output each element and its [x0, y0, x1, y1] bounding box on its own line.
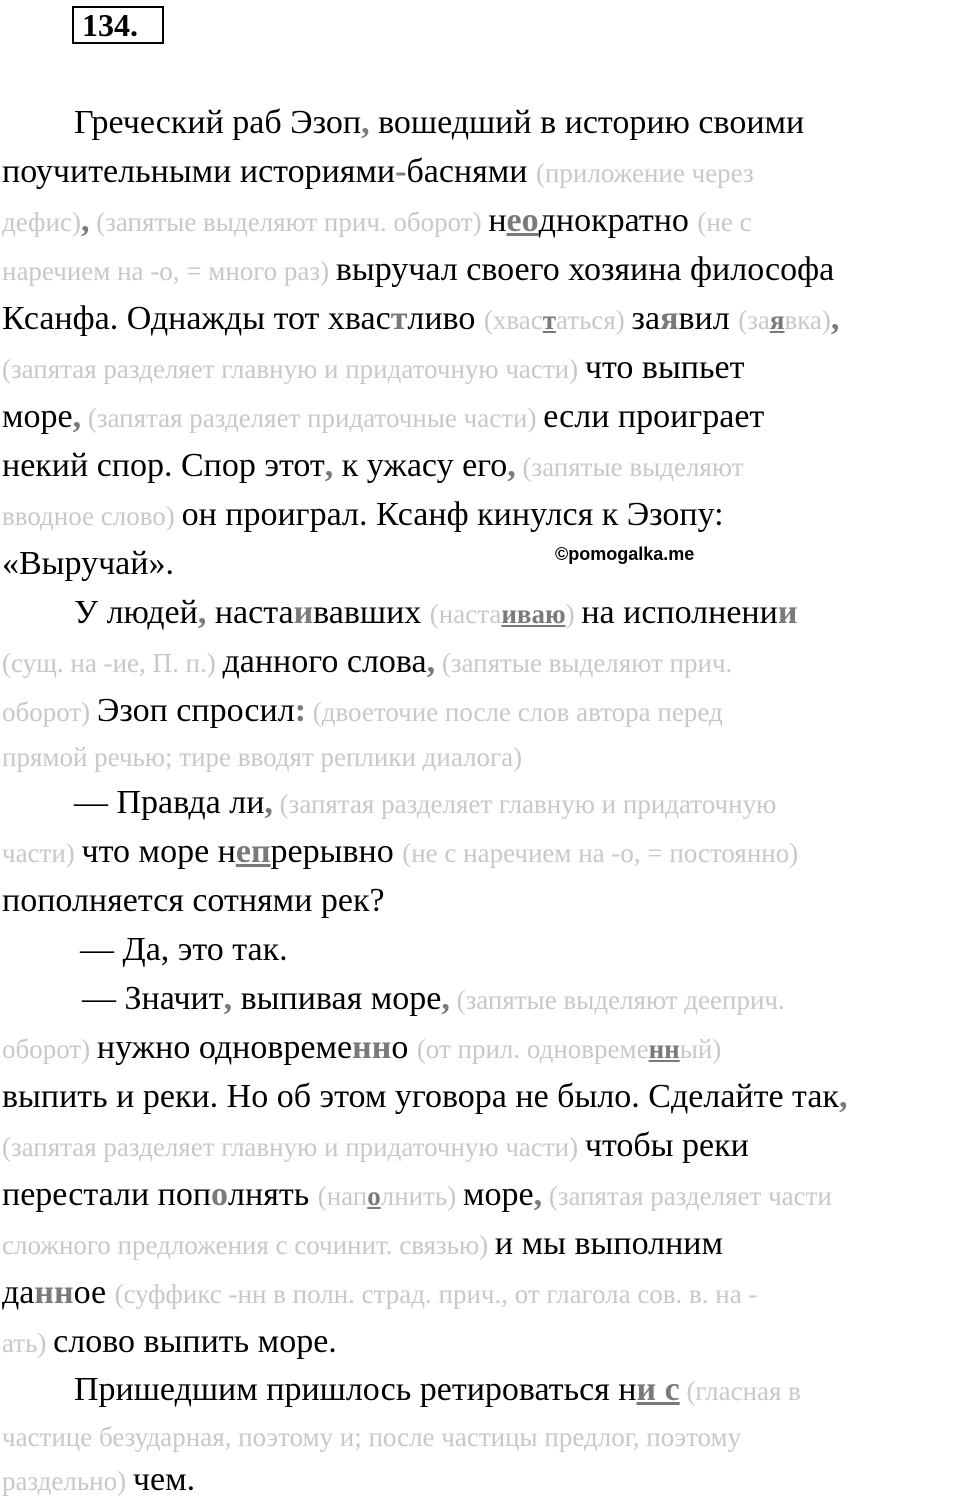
- grammar-comment: раздельно): [2, 1466, 133, 1496]
- text-line: [2, 877, 385, 925]
- text-line: [2, 1024, 721, 1072]
- text-line: [2, 1412, 741, 1460]
- text-line: [2, 638, 732, 686]
- text-line: [74, 1366, 801, 1414]
- grammar-comment: лнить): [380, 1181, 463, 1211]
- text: что море н: [81, 833, 236, 870]
- punctuation-mark: ,: [838, 1078, 848, 1115]
- highlighted-letters: я: [769, 305, 785, 335]
- text: рерывно: [270, 833, 403, 870]
- grammar-comment: (суффикс -нн в полн. страд. прич., от глагола сов. в. на -: [114, 1279, 758, 1309]
- grammar-comment: (наста: [429, 599, 502, 629]
- grammar-comment: (не с наречием на -о, = постоянно): [402, 838, 799, 868]
- text: к ужасу его: [333, 447, 508, 484]
- grammar-comment: (сущ. на -ие, П. п.): [2, 648, 223, 678]
- punctuation-mark: ,: [533, 1176, 543, 1213]
- text: ое: [73, 1274, 115, 1311]
- text-line: [2, 1318, 337, 1366]
- text-line: [2, 197, 752, 245]
- text: и мы выполним: [494, 1225, 723, 1262]
- grammar-comment: (гласная в: [679, 1376, 801, 1406]
- highlighted-letters: я: [660, 300, 679, 337]
- text: слово выпить море.: [53, 1323, 337, 1360]
- text-line: [80, 926, 288, 974]
- text: море: [462, 1176, 534, 1213]
- text: море: [2, 398, 73, 435]
- text: баснями: [406, 153, 536, 190]
- grammar-comment: (нап: [317, 1181, 368, 1211]
- grammar-comment: части): [2, 838, 82, 868]
- grammar-comment: оборот): [2, 697, 97, 727]
- text-line: [82, 975, 785, 1023]
- text: «Выручай».: [2, 545, 174, 582]
- punctuation-mark: ,: [441, 980, 450, 1017]
- grammar-comment: ый): [679, 1034, 722, 1064]
- text-line: [74, 99, 804, 147]
- text: да: [2, 1274, 35, 1311]
- grammar-comment: вка): [784, 305, 831, 335]
- punctuation-mark: ,: [72, 398, 82, 435]
- punctuation-mark: ,: [324, 447, 334, 484]
- grammar-comment: наречием на -о, = много раз): [2, 256, 336, 286]
- punctuation-mark: ,: [426, 643, 436, 680]
- text-line: [2, 828, 798, 876]
- text: н: [488, 202, 507, 239]
- text-line: [74, 589, 797, 637]
- highlighted-letters: и: [293, 594, 314, 631]
- text-line: [2, 148, 754, 196]
- highlighted-letters: о: [211, 1176, 229, 1213]
- text: перестали поп: [2, 1176, 212, 1213]
- highlighted-letters: и: [777, 594, 798, 631]
- grammar-comment: ать): [2, 1328, 54, 1358]
- text-line: [2, 491, 724, 539]
- text: — Да, это так.: [80, 931, 288, 968]
- text-line: [2, 393, 764, 441]
- highlighted-letters: еп: [235, 833, 271, 870]
- grammar-comment: (запятые выделяют: [515, 452, 744, 482]
- highlighted-letters: о: [367, 1181, 381, 1211]
- grammar-comment: (двоеточие после слов автора перед: [306, 697, 723, 727]
- text-line: [2, 295, 839, 343]
- text: о: [391, 1029, 417, 1066]
- highlighted-letters: нн: [34, 1274, 74, 1311]
- punctuation-mark: :: [294, 692, 307, 729]
- text: пополняется сотнями рек?: [2, 882, 385, 919]
- text: вошедший в историю своими: [369, 104, 805, 141]
- text-line: [2, 732, 522, 780]
- punctuation-mark: ,: [361, 104, 370, 141]
- grammar-comment: (хвас: [483, 305, 543, 335]
- grammar-comment: оборот): [2, 1034, 97, 1064]
- text: чтобы реки: [584, 1127, 749, 1164]
- grammar-comment: (запятая разделяет части: [542, 1181, 832, 1211]
- text: выпивая море: [232, 980, 442, 1017]
- text: за: [631, 300, 661, 337]
- text: вил: [678, 300, 739, 337]
- text-line: [2, 344, 744, 392]
- text-line: [2, 1122, 749, 1170]
- grammar-comment: дефис): [2, 207, 81, 237]
- text: что выпьет: [584, 349, 745, 386]
- highlighted-letters: т: [542, 305, 556, 335]
- grammar-comment: (от прил. одновреме: [416, 1034, 649, 1064]
- text: чем.: [132, 1461, 196, 1498]
- grammar-comment: вводное слово): [2, 501, 182, 531]
- highlighted-letters: нн: [648, 1034, 680, 1064]
- text: Пришедшим пришлось ретироваться н: [74, 1371, 637, 1408]
- grammar-comment: аться): [556, 305, 632, 335]
- text: вавших: [313, 594, 430, 631]
- text: Ксанфа. Однажды тот хвас: [2, 300, 391, 337]
- text: если проиграет: [543, 398, 765, 435]
- punctuation-mark: ,: [264, 784, 273, 821]
- grammar-comment: частице безударная, поэтому и; после частицы предлог, поэтому: [2, 1422, 742, 1452]
- text: наста: [206, 594, 294, 631]
- punctuation-mark: ,: [507, 447, 516, 484]
- grammar-comment: (запятые выделяют прич. оборот): [89, 207, 489, 237]
- watermark: ©pomogalka.me: [555, 544, 695, 564]
- grammar-comment: (приложение через: [535, 158, 754, 188]
- grammar-comment: (запятые выделяют дееприч.: [449, 985, 785, 1015]
- text: поучительными историями: [2, 153, 396, 190]
- highlighted-letters: т: [390, 300, 408, 337]
- text: — Правда ли: [74, 784, 265, 821]
- text-line: [2, 246, 834, 294]
- punctuation-mark: ,: [197, 594, 207, 631]
- text: некий спор. Спор этот: [2, 447, 325, 484]
- grammar-comment: (не с: [697, 207, 752, 237]
- text: выпить и реки. Но об этом уговора не было. Сделайте так: [2, 1078, 839, 1115]
- grammar-comment: (запятая разделяет главную и придаточную части): [2, 1132, 585, 1162]
- grammar-comment: прямой речью; тире вводят реплики диалога): [2, 742, 523, 772]
- punctuation-mark: ,: [223, 980, 233, 1017]
- text-line: [2, 1220, 723, 1268]
- grammar-comment: ): [565, 599, 582, 629]
- grammar-comment: (запятые выделяют прич.: [435, 648, 733, 678]
- grammar-comment: (запятая разделяет главную и придаточную части): [2, 354, 585, 384]
- punctuation-mark: ,: [830, 300, 840, 337]
- text-line: [2, 1269, 757, 1317]
- highlighted-letters: и с: [636, 1371, 680, 1408]
- text: выручал своего хозяина философа: [335, 251, 835, 288]
- grammar-comment: (запятая разделяет придаточные части): [81, 403, 544, 433]
- text-line: [2, 1073, 847, 1121]
- highlighted-letters: ео: [506, 202, 539, 239]
- punctuation-mark: -: [395, 153, 407, 190]
- text-line: [2, 442, 743, 490]
- text: данного слова: [222, 643, 427, 680]
- text: нужно одновреме: [96, 1029, 353, 1066]
- text: Греческий раб Эзоп: [74, 104, 362, 141]
- text: он проиграл. Ксанф кинулся к Эзопу:: [181, 496, 724, 533]
- text: — Значит: [82, 980, 224, 1017]
- task-number: 134.: [72, 6, 164, 44]
- text: на исполнени: [581, 594, 778, 631]
- punctuation-mark: ,: [80, 202, 90, 239]
- text-line: [2, 687, 723, 735]
- text: днократно: [538, 202, 698, 239]
- text-line: [2, 540, 174, 588]
- highlighted-letters: нн: [352, 1029, 392, 1066]
- text-line: [2, 1456, 195, 1504]
- grammar-comment: (за: [738, 305, 770, 335]
- text-line: [2, 1171, 832, 1219]
- grammar-comment: сложного предложения с сочинит. связью): [2, 1230, 495, 1260]
- text: ливо: [407, 300, 484, 337]
- text-line: [74, 779, 776, 827]
- grammar-comment: (запятая разделяет главную и придаточную: [272, 789, 777, 819]
- highlighted-letters: иваю: [501, 599, 566, 629]
- text: Эзоп спросил: [96, 692, 295, 729]
- text: лнять: [228, 1176, 318, 1213]
- text: У людей: [74, 594, 198, 631]
